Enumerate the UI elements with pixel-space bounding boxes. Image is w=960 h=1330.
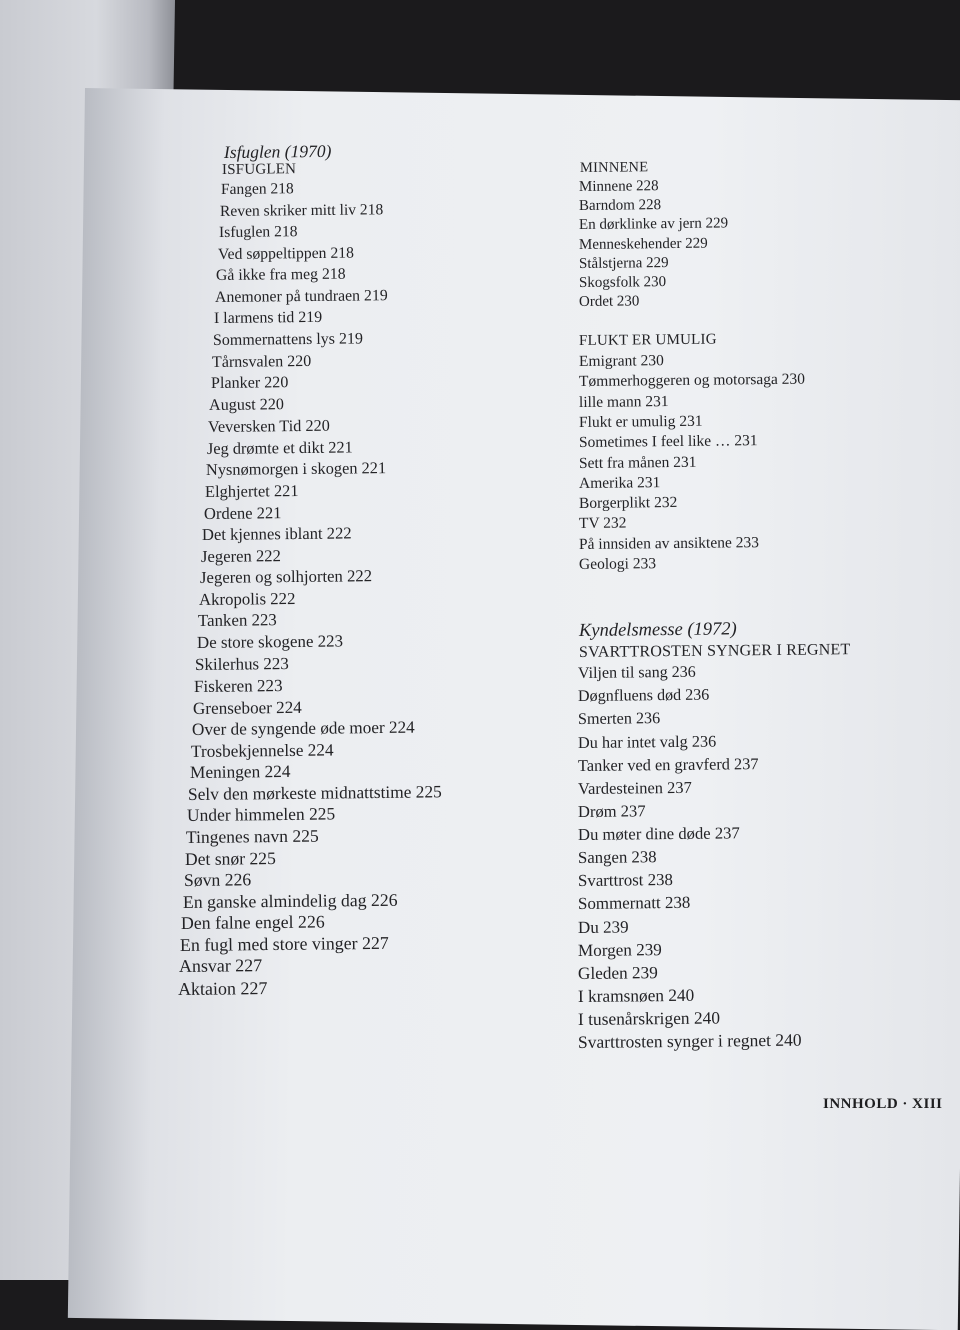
- toc-entry: Ordene 221: [203, 502, 282, 523]
- section-heading: FLUKT ER UMULIG: [578, 331, 717, 349]
- toc-entry: Det kjennes iblant 222: [202, 523, 353, 545]
- toc-entry: Over de syngende øde moer 224: [191, 717, 415, 740]
- toc-entry: Minnene 228: [578, 178, 659, 195]
- toc-entry: Anemoner på tundraen 219: [215, 287, 388, 306]
- toc-entry: Emigrant 230: [578, 352, 664, 370]
- toc-entry: Nysnømorgen i skogen 221: [205, 458, 387, 480]
- toc-entry: Stålstjerna 229: [578, 254, 669, 272]
- toc-entry: Fangen 218: [220, 180, 294, 198]
- section-heading: MINNENE: [579, 159, 649, 176]
- toc-entry: Tanken 223: [197, 610, 277, 631]
- toc-entry: De store skogene 223: [196, 631, 343, 652]
- toc-entry: Elghjertet 221: [204, 480, 299, 501]
- toc-entry: Skilerhus 223: [195, 654, 290, 675]
- toc-entry: Vardesteinen 237: [577, 777, 692, 798]
- section-heading: SVARTTROSTEN SYNGER I REGNET: [578, 641, 851, 661]
- toc-entry: Fiskeren 223: [194, 676, 283, 697]
- toc-entry: I larmens tid 219: [213, 309, 323, 328]
- toc-entry: Sett fra månen 231: [578, 453, 697, 472]
- toc-entry: Tømmerhoggeren og motorsaga 230: [578, 370, 806, 391]
- toc-entry: Under himmelen 225: [187, 803, 336, 826]
- toc-entry: På innsiden av ansiktene 233: [578, 533, 760, 553]
- toc-entry: Jeg drømte et dikt 221: [206, 437, 353, 458]
- toc-entry: Grenseboer 224: [192, 697, 302, 718]
- toc-entry: Reven skriker mitt liv 218: [219, 200, 384, 220]
- toc-entry: Sommernattens lys 219: [212, 330, 363, 349]
- toc-entry: Det snør 225: [184, 847, 276, 869]
- toc-entry: Flukt er umulig 231: [578, 412, 703, 431]
- toc-entry: Sommernatt 238: [577, 892, 691, 913]
- toc-entry: Du har intet valg 236: [577, 731, 717, 752]
- toc-entry: Ordet 230: [578, 293, 640, 311]
- toc-entry: August 220: [209, 395, 285, 414]
- page-footer: INNHOLD · XIII: [823, 1096, 943, 1112]
- toc-entry: TV 232: [578, 514, 627, 533]
- toc-entry: Tingenes navn 225: [186, 825, 319, 848]
- toc-entry: Svarttrosten synger i regnet 240: [577, 1029, 802, 1052]
- toc-entry: Døgnfluens død 236: [577, 686, 710, 705]
- toc-entry: Meningen 224: [189, 762, 291, 783]
- toc-entry: En dørklinke av jern 229: [578, 215, 729, 234]
- toc-entry: En ganske almindelig dag 226: [182, 889, 398, 912]
- toc-entry: Tårnsvalen 220: [211, 352, 312, 371]
- toc-entry: Akropolis 222: [198, 588, 296, 609]
- toc-entry: Isfuglen 218: [218, 223, 298, 242]
- toc-entry: Jegeren og solhjorten 222: [199, 566, 373, 588]
- toc-entry: Ansvar 227: [179, 955, 263, 977]
- toc-entry: Svarttrost 238: [577, 870, 673, 890]
- toc-entry: Selv den mørkeste midnattstime 225: [188, 782, 443, 804]
- toc-entry: En fugl med store vinger 227: [180, 932, 390, 955]
- section-heading: ISFUGLEN: [221, 161, 297, 178]
- toc-entry: Barndom 228: [578, 197, 662, 215]
- toc-entry: Skogsfolk 230: [578, 274, 667, 291]
- toc-entry: Du 239: [577, 917, 629, 937]
- toc-entry: Jegeren 222: [201, 545, 282, 566]
- toc-entry: Sangen 238: [577, 847, 657, 867]
- toc-entry: Trosbekjennelse 224: [190, 740, 334, 761]
- toc-entry: Morgen 239: [577, 940, 662, 960]
- toc-entry: Amerika 231: [578, 473, 661, 492]
- toc-entry: Borgerplikt 232: [578, 494, 678, 513]
- toc-entry: Drøm 237: [577, 801, 646, 821]
- toc-entry: Aktaion 227: [177, 978, 268, 999]
- book-title: Kyndelsmesse (1972): [578, 619, 737, 641]
- toc-entry: Gå ikke fra meg 218: [216, 265, 347, 285]
- toc-entry: Sometimes I feel like … 231: [578, 432, 758, 452]
- toc-entry: Planker 220: [210, 374, 288, 393]
- toc-entry: Geologi 233: [578, 555, 657, 573]
- toc-entry: Du møter dine døde 237: [577, 823, 740, 844]
- toc-entry: Ved søppeltippen 218: [217, 244, 354, 263]
- toc-entry: Viljen til sang 236: [577, 663, 696, 682]
- toc-entry: I kramsnøen 240: [577, 985, 695, 1006]
- toc-entry: Tanker ved en gravferd 237: [577, 754, 759, 775]
- toc-entry: Søvn 226: [183, 869, 252, 891]
- toc-entry: I tusenårskrigen 240: [577, 1007, 721, 1029]
- toc-entry: Den falne engel 226: [181, 911, 326, 934]
- toc-entry: Smerten 236: [577, 710, 661, 728]
- toc-entry: lille mann 231: [578, 392, 669, 411]
- book-title: Isfuglen (1970): [223, 140, 332, 162]
- toc-entry: Menneskehender 229: [578, 235, 708, 253]
- toc-entry: Veversken Tid 220: [208, 416, 331, 437]
- toc-entry: Gleden 239: [577, 963, 658, 983]
